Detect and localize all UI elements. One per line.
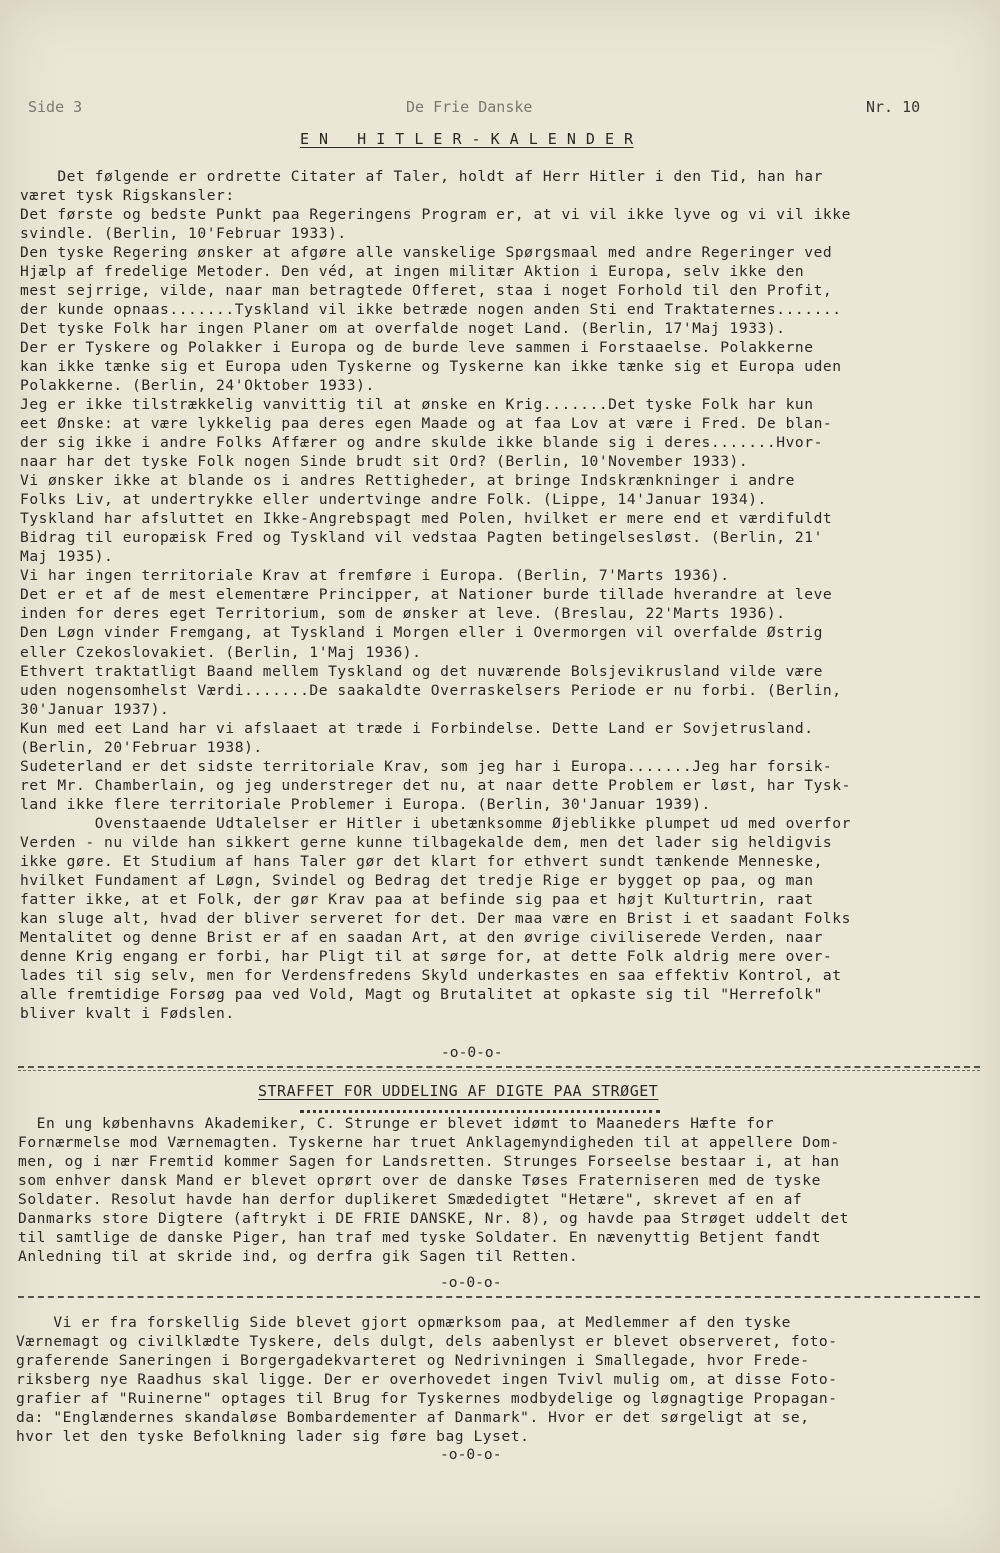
text-line: Det er et af de mest elementære Principper, at Nationer burde tillade hverandre at leve xyxy=(20,586,833,604)
text-line: Vi har ingen territoriale Krav at fremføre i Europa. (Berlin, 7'Marts 1936). xyxy=(20,567,730,585)
text-line: Ethvert traktatligt Baand mellem Tyskland og det nuværende Bolsjevikrusland vilde være xyxy=(20,662,823,680)
text-line: graferende Saneringen i Borgergadekvarteret og Nedrivningen i Smallegade, hvor Frede- xyxy=(16,1352,810,1369)
text-line: 30'Januar 1937). xyxy=(20,700,170,718)
section-divider-line xyxy=(18,1070,980,1071)
text-line: hvilket Fundament af Løgn, Svindel og Bedrag det tredje Rige er bygget op paa, og man xyxy=(20,871,814,889)
text-line: uden nogensomhelst Værdi.......De saakaldte Overraskelsers Periode er nu forbi. (Berlin, xyxy=(20,681,842,699)
text-line: været tysk Rigskansler: xyxy=(20,187,235,205)
text-line: Ovenstaaende Udtalelser er Hitler i ubetænksomme Øjeblikke plumpet ud med overfor xyxy=(20,814,851,832)
text-line: der kunde opnaas.......Tyskland vil ikke betræde nogen anden Sti end Traktaternes....... xyxy=(20,301,842,319)
text-line: bliver kvalt i Fødslen. xyxy=(20,1004,235,1022)
text-line: land ikke flere territoriale Problemer i Europa. (Berlin, 30'Januar 1939). xyxy=(20,795,711,813)
text-line: som enhver dansk Mand er blevet oprørt over de danske Tøses Fraterniseren med de tyske xyxy=(18,1172,821,1189)
text-line: men, og i nær Fremtid kommer Sagen for Landsretten. Strunges Forseelse bestaar i, at han xyxy=(18,1153,840,1170)
text-line: Danmarks store Digtere (aftrykt i DE FRIE DANSKE, Nr. 8), og havde paa Strøget uddelt det xyxy=(18,1210,849,1227)
text-line: Folks Liv, at undertrykke eller undertvinge andre Folk. (Lippe, 14'Januar 1934). xyxy=(20,491,767,509)
text-line: kan ikke tænke sig et Europa uden Tyskerne og Tyskerne kan ikke tænke sig et Europa uden xyxy=(20,358,842,376)
text-line: Maj 1935). xyxy=(20,548,114,566)
text-line: Polakkerne. (Berlin, 24'Oktober 1933). xyxy=(20,377,375,395)
text-line: hvor let den tyske Befolkning lader sig føre bag Lyset. xyxy=(16,1428,530,1445)
text-line: inden for deres eget Territorium, som de ønsker at leve. (Breslau, 22'Marts 1936). xyxy=(20,605,786,623)
text-line: Det tyske Folk har ingen Planer om at overfalde noget Land. (Berlin, 17'Maj 1933). xyxy=(20,320,786,338)
page-number-header: Side 3 xyxy=(28,98,83,116)
text-line: fatter ikke, at et Folk, der gør Krav paa at befinde sig paa et højt Kulturtrin, raat xyxy=(20,890,814,908)
text-line: der sig ikke i andre Folks Affærer og andre skulde ikke blande sig i deres.......Hvor- xyxy=(20,434,823,452)
text-line: Værnemagt og civilklædte Tyskere, dels dulgt, dels aabenlyst er blevet observeret, foto- xyxy=(16,1333,838,1350)
text-line: Bidrag til europæisk Fred og Tyskland vil vedstaa Pagten betingelsesløst. (Berlin, 21' xyxy=(20,529,823,547)
text-line: grafier af "Ruinerne" optages til Brug for Tyskernes modbydelige og løgnagtige Propagan- xyxy=(16,1390,838,1407)
text-line: Soldater. Resolut havde han derfor duplikeret Smædedigtet "Hetære", skrevet af en af xyxy=(18,1191,803,1208)
text-line: Anledning til at skride ind, og derfra gik Sagen til Retten. xyxy=(18,1248,579,1265)
text-line: Det følgende er ordrette Citater af Taler, holdt af Herr Hitler i den Tid, han har xyxy=(20,168,823,185)
article-title-straffet: STRAFFET FOR UDDELING AF DIGTE PAA STRØGET xyxy=(258,1082,659,1100)
text-line: svindle. (Berlin, 10'Februar 1933). xyxy=(20,225,347,243)
section-divider-line xyxy=(18,1296,980,1298)
text-line: mest sejrrige, vilde, naar man betragtede Offeret, staa i noget Forhold til den Profit, xyxy=(20,282,833,300)
text-line: Vi er fra forskellig Side blevet gjort opmærksom paa, at Medlemmer af den tyske xyxy=(16,1314,791,1331)
text-line: naar har det tyske Folk nogen Sinde brudt sit Ord? (Berlin, 10'November 1933). xyxy=(20,453,749,471)
text-line: denne Krig engang er forbi, har Pligt til at sørge for, at dette Folk aldrig mere over- xyxy=(20,947,833,965)
text-line: Hjælp af fredelige Metoder. Den véd, at ingen militær Aktion i Europa, selv ikke den xyxy=(20,263,805,281)
text-line: alle fremtidige Forsøg paa ved Vold, Magt og Brutalitet at opkaste sig til "Herrefolk" xyxy=(20,985,823,1003)
text-line: Den Løgn vinder Fremgang, at Tyskland i Morgen eller i Overmorgen vil overfalde Østrig xyxy=(20,624,823,642)
text-line: Kun med eet Land har vi afslaaet at træde i Forbindelse. Dette Land er Sovjetrusland. xyxy=(20,719,814,737)
section-separator: -o-0-o- xyxy=(440,1274,502,1291)
text-line: til samtlige de danske Piger, han traf med tyske Soldater. En nævenyttig Betjent fandt xyxy=(18,1229,821,1246)
text-line: kan sluge alt, hvad der bliver serveret for det. Der maa være en Brist i et saadant Folks xyxy=(20,909,851,927)
text-line: En ung københavns Akademiker, C. Strunge er blevet idømt to Maaneders Hæfte for xyxy=(18,1115,775,1132)
text-line: Tyskland har afsluttet en Ikke-Angrebspagt med Polen, hvilket er mere end et værdifuldt xyxy=(20,510,833,528)
text-line: Mentalitet og denne Brist er af en saadan Art, at den øvrige civiliserede Verden, naar xyxy=(20,928,823,946)
text-line: da: "Englændernes skandaløse Bombardementer af Danmark". Hvor er det sørgeligt at se, xyxy=(16,1409,810,1426)
section-separator: -o-0-o- xyxy=(440,1446,502,1463)
text-line: Jeg er ikke tilstrækkelig vanvittig til at ønske en Krig.......Det tyske Folk har kun xyxy=(20,396,814,414)
text-line: lades til sig selv, men for Verdensfredens Skyld underkastes en saa effektiv Kontrol, at xyxy=(20,966,842,984)
text-line: Sudeterland er det sidste territoriale Krav, som jeg har i Europa.......Jeg har forsik- xyxy=(20,757,833,775)
text-line: ikke gøre. Et Studium af hans Taler gør det klart for ethvert sundt tænkende Menneske, xyxy=(20,852,823,870)
issue-number-header: Nr. 10 xyxy=(866,98,921,116)
text-line: Den tyske Regering ønsker at afgøre alle vanskelige Spørgsmaal med andre Regeringer ved xyxy=(20,244,833,262)
text-line: Det første og bedste Punkt paa Regeringens Program er, at vi vil ikke lyve og vi vil ikke xyxy=(20,206,851,224)
text-line: riksberg nye Raadhus skal ligge. Der er overhovedet ingen Tvivl mulig om, at disse Foto- xyxy=(16,1371,838,1388)
text-line: Verden - nu vilde han sikkert gerne kunne tilbagekalde dem, men det lader sig heldigvis xyxy=(20,833,833,851)
text-line: eet Ønske: at være lykkelig paa deres egen Maade og at faa Lov at være i Fred. De blan- xyxy=(20,415,833,433)
text-line: ret Mr. Chamberlain, og jeg understreger det nu, at naar dette Problem er løst, har Tysk- xyxy=(20,776,851,794)
text-line: Vi ønsker ikke at blande os i andres Rettigheder, at bringe Indskrænkninger i andre xyxy=(20,472,795,490)
text-line: (Berlin, 20'Februar 1938). xyxy=(20,738,263,756)
section-separator: -o-0-o- xyxy=(441,1044,503,1061)
text-line: eller Czekoslovakiet. (Berlin, 1'Maj 1936). xyxy=(20,643,422,661)
section-divider-line xyxy=(18,1066,980,1068)
newspaper-name-header: De Frie Danske xyxy=(406,98,533,116)
text-line: Fornærmelse mod Værnemagten. Tyskerne har truet Anklagemyndigheden til at appellere Dom- xyxy=(18,1134,840,1151)
title-ornament-line xyxy=(300,1110,660,1113)
text-line: Der er Tyskere og Polakker i Europa og de burde leve sammen i Forstaaelse. Polakkerne xyxy=(20,339,814,357)
article-title-hitler-kalender: E N H I T L E R - K A L E N D E R xyxy=(300,130,634,148)
